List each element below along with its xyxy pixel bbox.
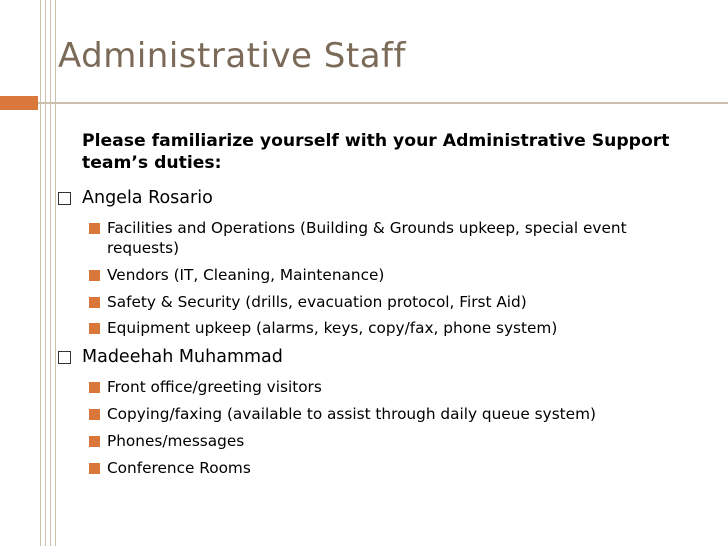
square-bullet-icon — [89, 436, 100, 447]
square-bullet-icon — [89, 223, 100, 234]
square-bullet-icon — [89, 323, 100, 334]
slide-title: Administrative Staff — [58, 36, 406, 76]
hollow-square-icon — [58, 192, 71, 205]
square-bullet-icon — [89, 409, 100, 420]
person-name: Madeehah Muhammad — [82, 347, 283, 367]
duty-text: Front office/greeting visitors — [107, 378, 322, 396]
square-bullet-icon — [89, 382, 100, 393]
vertical-line — [40, 0, 41, 546]
duty-text: Phones/messages — [107, 432, 245, 450]
duty-text: Copying/faxing (available to assist through daily queue system) — [107, 405, 596, 423]
title-rule — [0, 102, 728, 104]
person-name: Angela Rosario — [82, 188, 213, 208]
title-rule-accent — [0, 96, 38, 110]
vertical-line — [50, 0, 51, 546]
duty-text: Equipment upkeep (alarms, keys, copy/fax, phone system) — [107, 319, 558, 337]
duty-text: Vendors (IT, Cleaning, Maintenance) — [107, 266, 385, 284]
duty-text: Conference Rooms — [107, 459, 251, 477]
square-bullet-icon — [89, 297, 100, 308]
hollow-square-icon — [58, 351, 71, 364]
intro-text: Please familiarize yourself with your Administrative Support team’s duties: — [82, 131, 670, 173]
square-bullet-icon — [89, 463, 100, 474]
square-bullet-icon — [89, 270, 100, 281]
vertical-line — [55, 0, 56, 546]
vertical-line — [45, 0, 46, 546]
duty-text: Safety & Security (drills, evacuation protocol, First Aid) — [107, 293, 527, 311]
duty-text: Facilities and Operations (Building & Grounds upkeep, special event requests) — [107, 219, 627, 257]
